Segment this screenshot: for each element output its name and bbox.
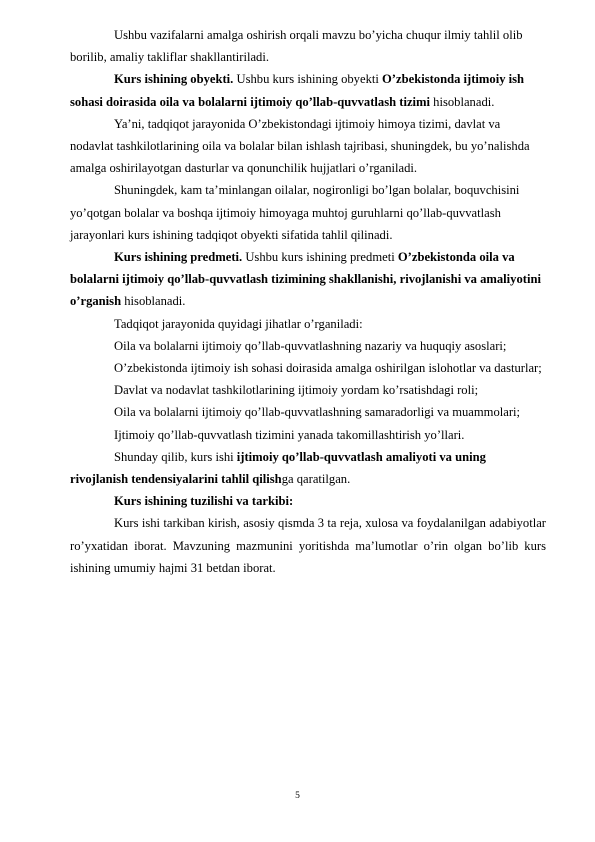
text-segment: Oila va bolalarni ijtimoiy qo’llab-quvvatlashning samaradorligi va muammolari; <box>114 405 521 420</box>
paragraph <box>70 490 546 512</box>
paragraph <box>70 379 546 401</box>
text-segment: Davlat va nodavlat tashkilotlarining ijtimoiy yordam ko’rsatishdagi roli; <box>114 383 479 398</box>
text-segment: Tadqiqot jarayonida quyidagi jihatlar o’rganiladi: <box>114 316 363 331</box>
paragraph <box>70 335 546 357</box>
text-segment: Ushbu kurs ishining obyekti <box>233 72 383 87</box>
bold-text-segment: Kurs ishining tuzilishi va tarkibi: <box>114 494 294 509</box>
paragraph <box>70 246 546 313</box>
paragraph <box>70 179 546 246</box>
paragraph <box>70 446 546 490</box>
paragraph <box>70 512 546 579</box>
text-segment: Kurs ishi tarkiban kirish, asosiy qismda 3 ta reja, xulosa va foydalanilgan adabiyotlar ro’yxatidan iborat. Mavzuning mazmunini yoritishda ma’lumotlar o’rin olgan bo’lib kurs ishining umumiy hajmi 31 betdan iborat. <box>70 516 546 575</box>
text-segment: Ya’ni, tadqiqot jarayonida O’zbekistondagi ijtimoiy himoya tizimi, davlat va nodavlat tashkilotlarining oila va bolalar bilan ishlash tajribasi, shuningdek, bu yo’nalishda amalga oshirilayotgan dasturlar va qonunchilik hujjatlari o’rganiladi. <box>70 116 530 176</box>
paragraph <box>70 68 546 112</box>
text-segment: Oila va bolalarni ijtimoiy qo’llab-quvvatlashning nazariy va huquqiy asoslari; <box>114 338 507 353</box>
bold-text-segment: Kurs ishining predmeti. <box>114 250 243 265</box>
paragraph <box>70 113 546 180</box>
text-segment: Shunday qilib, kurs ishi <box>114 449 237 464</box>
paragraph <box>70 401 546 423</box>
paragraph <box>70 357 546 379</box>
text-segment: hisoblanadi. <box>121 294 186 309</box>
bold-text-segment: ijtimoiy qo’llab-quvvatlash amaliyoti va uning rivojlanish tendensiyalarini tahlil qilish <box>70 449 486 487</box>
text-segment: Ijtimoiy qo’llab-quvvatlash tizimini yanada takomillashtirish yo’llari. <box>114 427 465 442</box>
bold-text-segment: O’zbekistonda ijtimoiy ish sohasi doirasida oila va bolalarni ijtimoiy qo’llab-quvvatlash tizimi <box>70 72 525 109</box>
page-number: 5 <box>295 791 300 801</box>
text-segment: O’zbekistonda ijtimoiy ish sohasi doirasida amalga oshirilgan islohotlar va dasturlar; <box>114 361 542 376</box>
paragraph <box>70 424 546 446</box>
body-text <box>70 24 546 579</box>
text-segment: Ushbu kurs ishining predmeti <box>242 250 398 265</box>
text-segment: Ushbu vazifalarni amalga oshirish orqali mavzu bo’yicha chuqur ilmiy tahlil olib borilib, amaliy takliflar shakllantiriladi. <box>70 28 523 65</box>
paragraph <box>70 313 546 335</box>
paragraph <box>70 24 546 68</box>
text-segment: ga qaratilgan. <box>281 472 351 487</box>
bold-text-segment: O’zbekistonda oila va bolalarni ijtimoiy qo’llab-quvvatlash tizimining shakllanishi, rivojlanishi va amaliyotini o’rganish <box>70 250 541 309</box>
bold-text-segment: Kurs ishining obyekti. <box>114 72 234 87</box>
text-segment: Shuningdek, kam ta’minlangan oilalar, nogironligi bo’lgan bolalar, boquvchisini yo’qotgan bolalar va boshqa ijtimoiy himoyaga muhtoj guruhlarni qo’llab-quvvatlash jarayonlari kurs ishining tadqiqot obyekti sifatida tahlil qilinadi. <box>70 183 520 242</box>
text-segment: hisoblanadi. <box>430 94 495 109</box>
